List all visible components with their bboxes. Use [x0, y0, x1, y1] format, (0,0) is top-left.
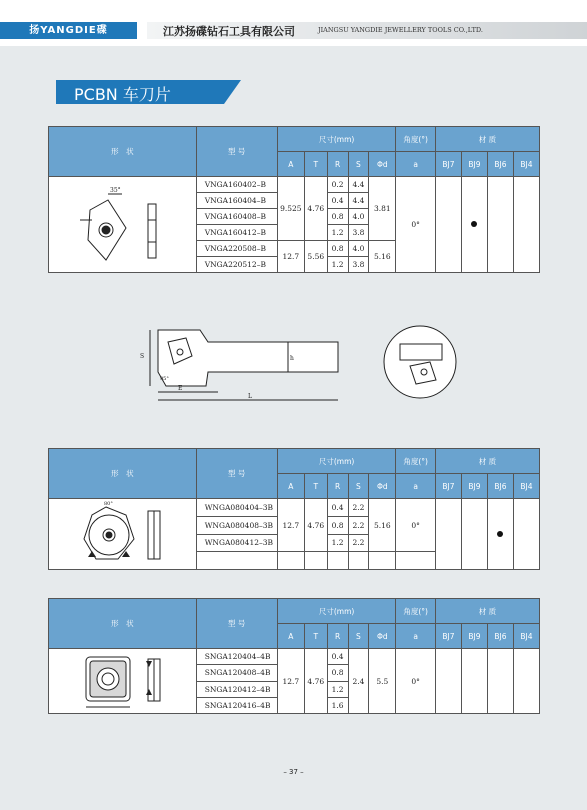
s-cell: 4.4 [348, 177, 369, 193]
brand-logo-text: 扬YANGDIE碟 [29, 25, 108, 36]
header-material: 材 质 [435, 127, 539, 152]
s-cell: 2.2 [348, 499, 369, 517]
r-cell: 1.2 [327, 681, 348, 697]
a-cell: 12.7 [277, 649, 304, 714]
bj9-cell [461, 499, 487, 570]
t-cell: 4.76 [304, 649, 327, 714]
col-a: A [277, 152, 304, 177]
r-cell: 1.2 [327, 534, 348, 552]
a-cell: 9.525 [277, 177, 304, 241]
col-bj9: BJ9 [461, 624, 487, 649]
header-material: 材 质 [435, 449, 539, 474]
spec-table-vnga [48, 126, 540, 273]
s-cell: 4.0 [348, 209, 369, 225]
col-d: Φd [369, 152, 396, 177]
col-a: A [277, 474, 304, 499]
svg-text:80°: 80° [104, 501, 114, 507]
col-s: S [348, 624, 369, 649]
model-cell: VNGA220512–B [196, 257, 277, 273]
bj4-cell [513, 649, 539, 714]
col-bj6: BJ6 [487, 152, 513, 177]
brand-logo [0, 22, 137, 39]
header-model: 型 号 [196, 127, 277, 177]
spec-table-snga [48, 598, 540, 714]
model-cell: WNGA080408–3B [196, 516, 277, 534]
bj9-cell [461, 177, 487, 273]
r-cell: 0.8 [327, 516, 348, 534]
model-cell: WNGA080412–3B [196, 534, 277, 552]
holder-label-s: S [140, 353, 145, 360]
header-material: 材 质 [435, 599, 539, 624]
bj7-cell [435, 499, 461, 570]
page-number: – 37 – [283, 768, 304, 776]
s-cell: 3.8 [348, 257, 369, 273]
bj6-cell [487, 499, 513, 570]
table-row [49, 499, 540, 517]
bj6-cell [487, 649, 513, 714]
bj7-cell [435, 177, 461, 273]
col-bj7: BJ7 [435, 474, 461, 499]
holder-label-l: L [248, 393, 252, 400]
r-cell: 0.4 [327, 193, 348, 209]
tool-holder-drawing [138, 322, 348, 410]
model-cell: VNGA160408–B [196, 209, 277, 225]
col-bj7: BJ7 [435, 624, 461, 649]
holder-label-h: h [290, 355, 294, 362]
header-size: 尺寸(mm) [277, 449, 396, 474]
r-cell: 1.2 [327, 225, 348, 241]
col-a: A [277, 624, 304, 649]
table-row [49, 177, 540, 193]
header-angle: 角度(°) [396, 599, 436, 624]
d-cell: 5.16 [369, 499, 396, 552]
holder-label-e: E [178, 385, 183, 392]
section-title [56, 80, 241, 104]
col-t: T [304, 152, 327, 177]
col-t: T [304, 474, 327, 499]
r-cell: 0.4 [327, 649, 348, 665]
model-cell: VNGA160402–B [196, 177, 277, 193]
d-cell: 5.5 [369, 649, 396, 714]
company-name-en: JIANGSU YANGDIE JEWELLERY TOOLS CO.,LTD. [318, 26, 483, 34]
col-r: R [327, 474, 348, 499]
col-t: T [304, 624, 327, 649]
bj6-cell [487, 177, 513, 273]
material-dot [471, 221, 477, 227]
col-bj4: BJ4 [513, 152, 539, 177]
model-cell: SNGA120412–4B [196, 681, 277, 697]
bj9-cell [461, 649, 487, 714]
header-size: 尺寸(mm) [277, 127, 396, 152]
col-s: S [348, 152, 369, 177]
t-cell: 5.56 [304, 241, 327, 273]
vnga-insert-drawing [49, 177, 197, 273]
a-cell: 12.7 [277, 241, 304, 273]
holder-label-angle: 95° [160, 376, 169, 382]
header-angle: 角度(°) [396, 127, 436, 152]
header-shape: 形 状 [49, 127, 197, 177]
d-cell: 5.16 [369, 241, 396, 273]
col-r: R [327, 152, 348, 177]
col-angle-a: a [396, 152, 436, 177]
s-cell: 2.4 [348, 649, 369, 714]
header-size: 尺寸(mm) [277, 599, 396, 624]
s-cell: 4.4 [348, 193, 369, 209]
header-shape: 形 状 [49, 449, 197, 499]
r-cell: 0.8 [327, 241, 348, 257]
col-bj4: BJ4 [513, 474, 539, 499]
col-bj7: BJ7 [435, 152, 461, 177]
s-cell: 3.8 [348, 225, 369, 241]
col-bj6: BJ6 [487, 624, 513, 649]
page-header [0, 0, 587, 46]
col-bj9: BJ9 [461, 152, 487, 177]
a-cell: 12.7 [277, 499, 304, 552]
r-cell: 1.6 [327, 697, 348, 713]
col-s: S [348, 474, 369, 499]
r-cell: 0.8 [327, 665, 348, 681]
model-cell: VNGA160404–B [196, 193, 277, 209]
bj7-cell [435, 649, 461, 714]
col-bj9: BJ9 [461, 474, 487, 499]
model-cell: WNGA080404–3B [196, 499, 277, 517]
header-model: 型 号 [196, 599, 277, 649]
angle-cell: 0° [396, 499, 436, 552]
table-row [49, 649, 540, 665]
r-cell: 1.2 [327, 257, 348, 273]
d-cell: 3.81 [369, 177, 396, 241]
model-cell: VNGA220508–B [196, 241, 277, 257]
col-r: R [327, 624, 348, 649]
s-cell: 2.2 [348, 516, 369, 534]
model-cell-empty [196, 552, 277, 570]
bj4-cell [513, 177, 539, 273]
col-angle-a: a [396, 624, 436, 649]
r-cell: 0.4 [327, 499, 348, 517]
t-cell: 4.76 [304, 499, 327, 552]
angle-cell: 0° [396, 177, 436, 273]
col-d: Φd [369, 474, 396, 499]
col-bj4: BJ4 [513, 624, 539, 649]
r-cell: 0.8 [327, 209, 348, 225]
section-title-text: PCBN 车刀片 [74, 85, 171, 104]
company-name-cn: 江苏扬碟钻石工具有限公司 [163, 25, 295, 38]
s-cell: 4.0 [348, 241, 369, 257]
header-model: 型 号 [196, 449, 277, 499]
header-shape: 形 状 [49, 599, 197, 649]
spec-table-wnga [48, 448, 540, 570]
col-angle-a: a [396, 474, 436, 499]
snga-insert-drawing [49, 649, 197, 714]
s-cell: 2.2 [348, 534, 369, 552]
r-cell: 0.2 [327, 177, 348, 193]
material-dot [497, 531, 503, 537]
model-cell: VNGA160412–B [196, 225, 277, 241]
col-bj6: BJ6 [487, 474, 513, 499]
header-angle: 角度(°) [396, 449, 436, 474]
col-d: Φd [369, 624, 396, 649]
holder-detail-drawing [380, 322, 460, 406]
model-cell: SNGA120408–4B [196, 665, 277, 681]
model-cell: SNGA120404–4B [196, 649, 277, 665]
svg-text:35°: 35° [110, 186, 121, 194]
angle-cell: 0° [396, 649, 436, 714]
model-cell: SNGA120416–4B [196, 697, 277, 713]
t-cell: 4.76 [304, 177, 327, 241]
bj4-cell [513, 499, 539, 570]
wnga-insert-drawing [49, 499, 197, 570]
